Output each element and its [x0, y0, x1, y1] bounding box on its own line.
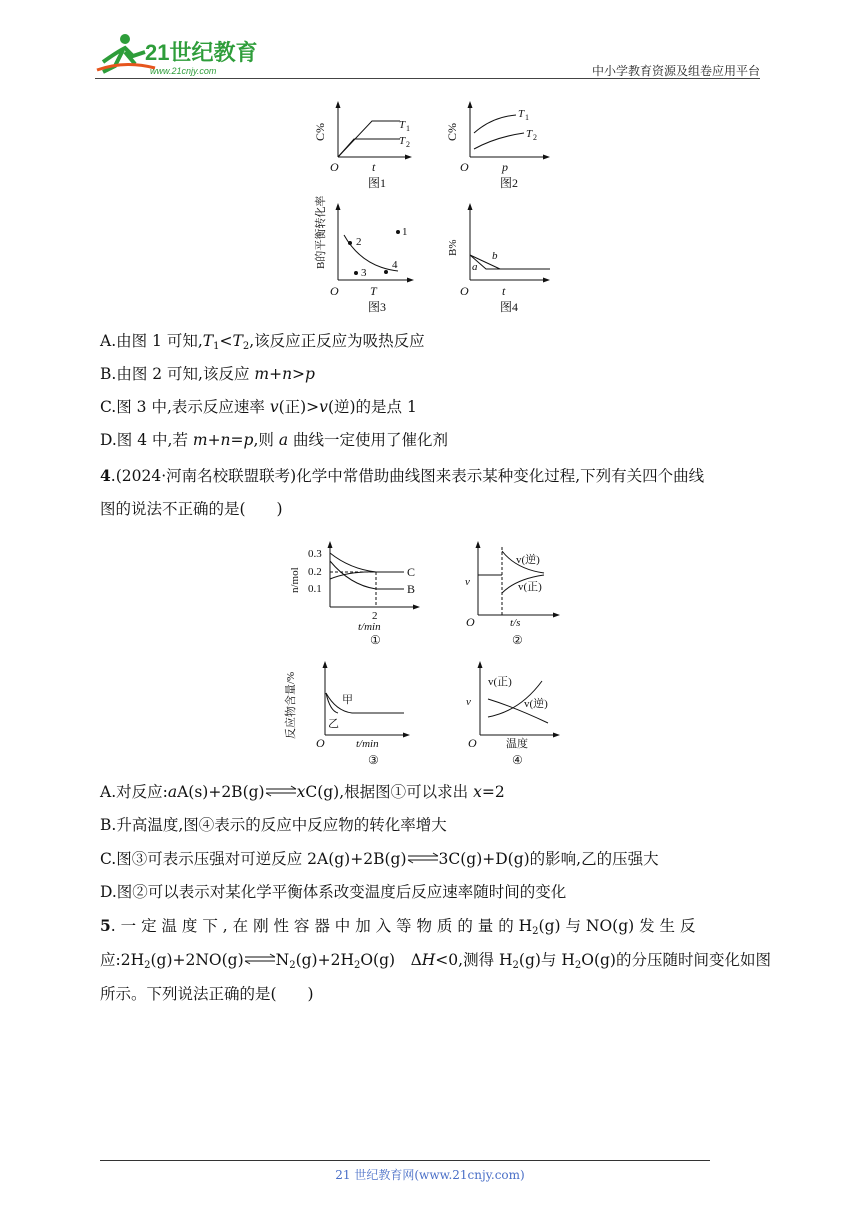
- chart-3: [283, 661, 410, 767]
- platform-name: 中小学教育资源及组卷应用平台: [591, 64, 760, 78]
- fig3-xlabel: T: [370, 284, 377, 298]
- fig2-curve-T1: T: [518, 108, 525, 120]
- chart2-xlabel: t/s: [510, 617, 521, 629]
- fig3-origin: O: [330, 284, 339, 298]
- chart3-curve-jia: 甲: [342, 694, 353, 706]
- header-rule: [95, 78, 760, 79]
- equilibrium-arrow-icon: [407, 852, 439, 864]
- fig2-curve-T2: T: [526, 128, 533, 140]
- fig1-curve-T2: T: [399, 135, 406, 147]
- page-header: [95, 30, 760, 80]
- chart1-ytick-0.1: 0.1: [308, 583, 322, 595]
- figure-4: [447, 203, 550, 314]
- q3-option-a: A.由图 1 可知$,T_1<T_2$,该反应正反应为吸热反应: [100, 332, 425, 352]
- chart4-curve-vz: v(正): [488, 676, 512, 688]
- chart1-caption: ①: [370, 633, 381, 647]
- q4-stem-line1: 4.(2024·河南名校联盟联考)化学中常借助曲线图来表示某种变化过程,下列有关四个曲线: [100, 466, 705, 485]
- fig4-caption: 图4: [500, 300, 519, 314]
- fig3-point-3: 3: [361, 267, 367, 279]
- fig2-curve-T1-sub: 1: [525, 113, 529, 122]
- chart3-caption: ③: [368, 753, 379, 767]
- chart-1: [289, 541, 420, 647]
- chart1-ytick-0.3: 0.3: [308, 548, 322, 560]
- chart4-xlabel: 温度: [506, 738, 528, 750]
- q5-line2: 应$:2H_2(g)+2NO(g)$ $N_2(g)+2H_2O(g)$ ΔH<0,测得 $H_2(g)$与 $H_2O(g)$的分压随时间变化如图: [100, 951, 771, 971]
- fig3-point-2: 2: [356, 236, 362, 248]
- fig2-xlabel: p: [502, 160, 508, 174]
- figure-2: [445, 101, 550, 190]
- chart1-series-C: C: [407, 565, 416, 579]
- chart4-curve-vn: v(逆): [524, 698, 548, 710]
- q3-option-d: D.图 4 中,若 m+n=p,则 a 曲线一定使用了催化剂: [100, 431, 448, 449]
- fig1-curve-T1-sub: 1: [406, 124, 410, 133]
- chart1-ytick-0.2: 0.2: [308, 566, 322, 578]
- chart3-curve-yi: 乙: [328, 718, 339, 730]
- q4-option-a: A.对反应:aA(s)+2B(g) xC(g),根据图①可以求出 x=2: [100, 783, 505, 801]
- logo-text: 21世纪教育: [145, 40, 258, 65]
- chart2-caption: ②: [512, 633, 523, 647]
- chart1-ylabel: n/mol: [289, 567, 301, 593]
- chart-2: [465, 541, 560, 647]
- fig1-xlabel: t: [372, 160, 376, 174]
- chart1-series-B: B: [407, 582, 416, 596]
- footer-link[interactable]: 21 世纪教育网(www.21cnjy.com): [335, 1168, 525, 1182]
- figure-3: [313, 196, 414, 314]
- fig3-caption: 图3: [368, 300, 387, 314]
- fig2-curve-T2-sub: 2: [533, 133, 537, 142]
- q4-stem-line2: 图的说法不正确的是( ): [100, 500, 283, 518]
- logo: [95, 30, 265, 78]
- chart3-origin: O: [316, 736, 325, 750]
- equilibrium-arrow-icon: [244, 953, 276, 965]
- chart3-ylabel: 反应物含量/%: [285, 671, 297, 739]
- fig1-curve-T1: T: [399, 119, 406, 131]
- fig2-ylabel: C%: [445, 123, 459, 141]
- chart4-caption: ④: [512, 753, 523, 767]
- fig3-point-1: 1: [402, 226, 408, 238]
- figure-group-top: [310, 95, 560, 325]
- fig4-curve-a: a: [472, 261, 478, 273]
- fig4-ylabel: B%: [447, 239, 459, 256]
- figure-group-mid: [280, 535, 580, 770]
- chart2-ylabel: v: [465, 576, 470, 588]
- figure-1: [313, 101, 412, 190]
- fig4-curve-b: b: [492, 250, 498, 262]
- fig2-caption: 图2: [500, 176, 519, 190]
- q4-option-b: B.升高温度,图④表示的反应中反应物的转化率增大: [100, 816, 447, 834]
- fig4-xlabel: t: [502, 284, 506, 298]
- fig1-caption: 图1: [368, 176, 387, 190]
- chart2-curve-vn: v(逆): [516, 554, 540, 566]
- chart3-xlabel: t/min: [356, 738, 379, 750]
- fig3-point-4: 4: [392, 259, 398, 271]
- fig3-ylabel: B的平衡转化率: [315, 195, 327, 269]
- fig1-curve-T2-sub: 2: [406, 140, 410, 149]
- chart1-xlabel: t/min: [358, 621, 381, 633]
- equilibrium-arrow-icon: [265, 785, 297, 797]
- q3-option-b: B.由图 2 可知,该反应 m+n>p: [100, 365, 315, 383]
- q3-option-c: C.图 3 中,表示反应速率 v(正)>v(逆)的是点 1: [100, 398, 417, 416]
- q5-line1: 5. 一 定 温 度 下 , 在 刚 性 容 器 中 加 入 等 物 质 的 量 的 $H_2(g)$ 与 NO(g) 发 生 反: [100, 916, 696, 937]
- footer-rule: [100, 1160, 710, 1161]
- logo-url: www.21cnjy.com: [150, 66, 217, 76]
- fig1-ylabel: C%: [313, 123, 327, 141]
- q5-line3: 所示。下列说法正确的是( ): [100, 985, 314, 1003]
- fig1-origin: O: [330, 160, 339, 174]
- chart2-curve-vz: v(正): [518, 581, 542, 593]
- chart-4: [466, 661, 560, 767]
- chart1-xtick-2: 2: [372, 610, 378, 622]
- fig4-origin: O: [460, 284, 469, 298]
- chart2-origin: O: [466, 615, 475, 629]
- chart4-origin: O: [468, 736, 477, 750]
- chart4-ylabel: v: [466, 696, 471, 708]
- fig2-origin: O: [460, 160, 469, 174]
- q4-option-d: D.图②可以表示对某化学平衡体系改变温度后反应速率随时间的变化: [100, 883, 567, 901]
- q4-option-c: C.图③可表示压强对可逆反应 2A(g)+2B(g) 3C(g)+D(g)的影响,乙的压强大: [100, 850, 659, 868]
